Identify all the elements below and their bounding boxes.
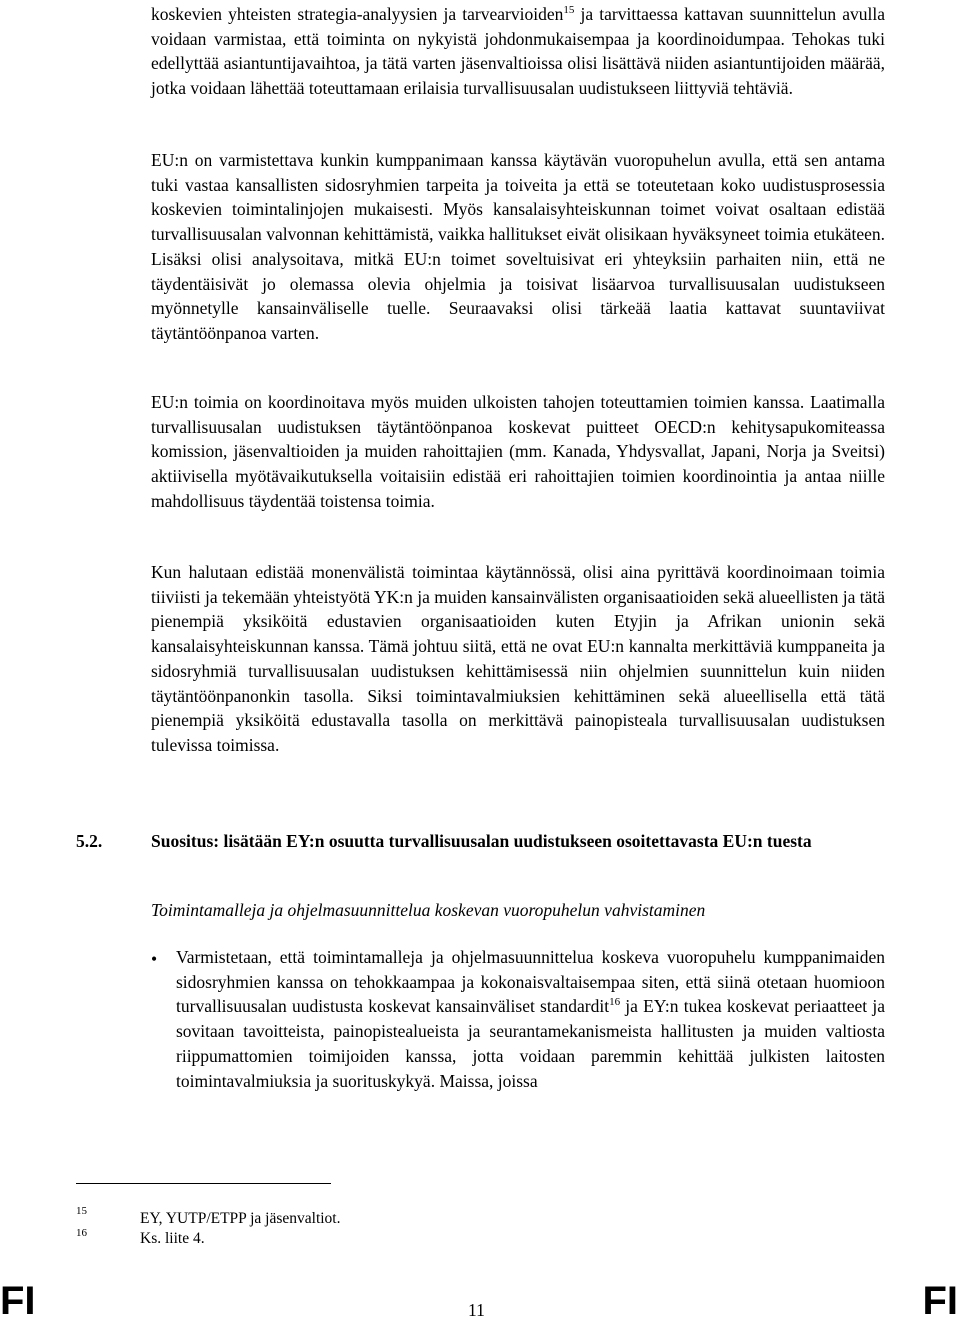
bullet-icon: • — [151, 949, 158, 969]
bullet-text: Varmistetaan, että toimintamalleja ja ohjelmasuunnittelua koskeva vuoropuhelu kumppanimaiden sidosryhmien kanssa on tehokkaampaa ja kokonaisvaltaisempaa siten, että siinä otetaan huomioon turvallisuusalan uudistusta koskevat kansainväliset standardit — [176, 947, 885, 1017]
footnote-text: EY, YUTP/ETPP ja jäsenvaltiot. — [140, 1210, 341, 1227]
paragraph-text: koskevien yhteisten strategia-analyysien ja tarvearvioiden — [151, 4, 564, 24]
section-subtitle: Toimintamalleja ja ohjelmasuunnittelua koskevan vuoropuhelun vahvistaminen — [151, 900, 706, 920]
body-paragraph: EU:n toimia on koordinoitava myös muiden ulkoisten tahojen toteuttamien toimien kanssa. Laatimalla turvallisuusalan uudistuksen täytäntöönpanoa koskevat puitteet OECD:n kehitysapukomiteassa komission, jäsenvaltioiden ja muiden rahoittajien (mm. Kanada, Yhdysvallat, Japani, Norja ja Sveitsi) aktiivisella myötävaikutuksella voitaisiin edistää eri rahoittajien toimien koordinointia ja antaa niille mahdollisuus täydentää toistensa toimia. — [151, 392, 885, 511]
body-paragraph: EU:n on varmistettava kunkin kumppanimaan kanssa käytävän vuoropuhelun avulla, että sen antama tuki vastaa kansallisten sidosryhmien tarpeita ja toiveita ja että se toteutetaan koko uudistusprosessia koskevien toimintalinjojen mukaisesti. Myös kansalaisyhteiskunnan toimet voivat osaltaan edistää turvallisuusalan valvonnan kehittämistä, vaikka hallitukset eivät olisikaan hyväksyneet toimia etukäteen. Lisäksi olisi analysoitava, mitkä EU:n toimet soveltuisivat eri yhteyksiin parhaiten niin, että ne täydentäisivät jo olemassa olevia ohjelmia ja toisivat lisäarvoa turvallisuusalan uudistukseen myönnetylle kansainväliselle tuelle. Seuraavaksi olisi tärkeää laatia kattavat suuntaviivat täytäntöönpanoa varten. — [151, 150, 885, 343]
bullet-text: ja EY:n tukea koskevat periaatteet ja sovitaan tavoitteista, painopistealueista ja seurantamekanismeista hallitusten ja muiden valtiosta riippumattomien toimijoiden kanssa, jotta voidaan paremmin kehittää julkisten laitosten toimintavalmiuksia ja suorituskykyä. Maissa, joissa — [176, 996, 885, 1091]
footnote-number: 15 — [76, 1205, 87, 1217]
footnote-divider — [76, 1183, 331, 1184]
bullet-item — [176, 945, 885, 1093]
footnote-reference[interactable]: 16 — [609, 996, 621, 1009]
language-code-left: FI — [0, 1279, 36, 1323]
footnote-number: 16 — [76, 1227, 87, 1239]
paragraph-text: ja tarvittaessa kattavan suunnittelun avulla voidaan varmistaa, että toiminta on nykyistä johdonmukaisempaa ja koordinoidumpaa. Tehokas tuki edellyttää asiantuntijavaihtoa, ja tätä varten jäsenvaltioissa olisi lisättävä niiden asiantuntijoiden määrää, jotka voidaan lähettää toteuttamaan erilaisia turvallisuusalan uudistukseen liittyviä tehtäviä. — [151, 4, 885, 99]
page-number: 11 — [468, 1300, 485, 1320]
section-number: 5.2. — [76, 831, 103, 851]
section-title: Suositus: lisätään EY:n osuutta turvallisuusalan uudistukseen osoitettavasta EU:n tuesta — [151, 831, 812, 851]
language-code-right: FI — [922, 1279, 958, 1323]
body-paragraph — [151, 2, 885, 101]
footnote-reference[interactable]: 15 — [563, 4, 575, 17]
body-paragraph: Kun halutaan edistää monenvälistä toimintaa käytännössä, olisi aina pyrittävä koordinoimaan toimia tiiviisti ja tekemään yhteistyötä YK:n ja muiden kansainvälisten organisaatioiden sekä alueellisten ja tätä pienempiä yksiköitä edustavien organisaatioiden kuten Etyjin ja Afrikan unionin sekä kansalaisyhteiskunnan kanssa. Tämä johtuu siitä, että ne ovat EU:n kannalta merkittäviä kumppaneita ja sidosryhmiä turvallisuusalan uudistuksen kehittämisessä niin ohjelmien suunnittelun kuin niiden täytäntöönpanonkin tasolla. Siksi toimintavalmiuksien kehittäminen sekä alueellisella että tätä pienempiä yksiköitä edustavalla tasolla on merkittävä painopisteala turvallisuusalan uudistuksen tulevissa toimissa. — [151, 562, 885, 755]
footnote-text: Ks. liite 4. — [140, 1230, 205, 1247]
